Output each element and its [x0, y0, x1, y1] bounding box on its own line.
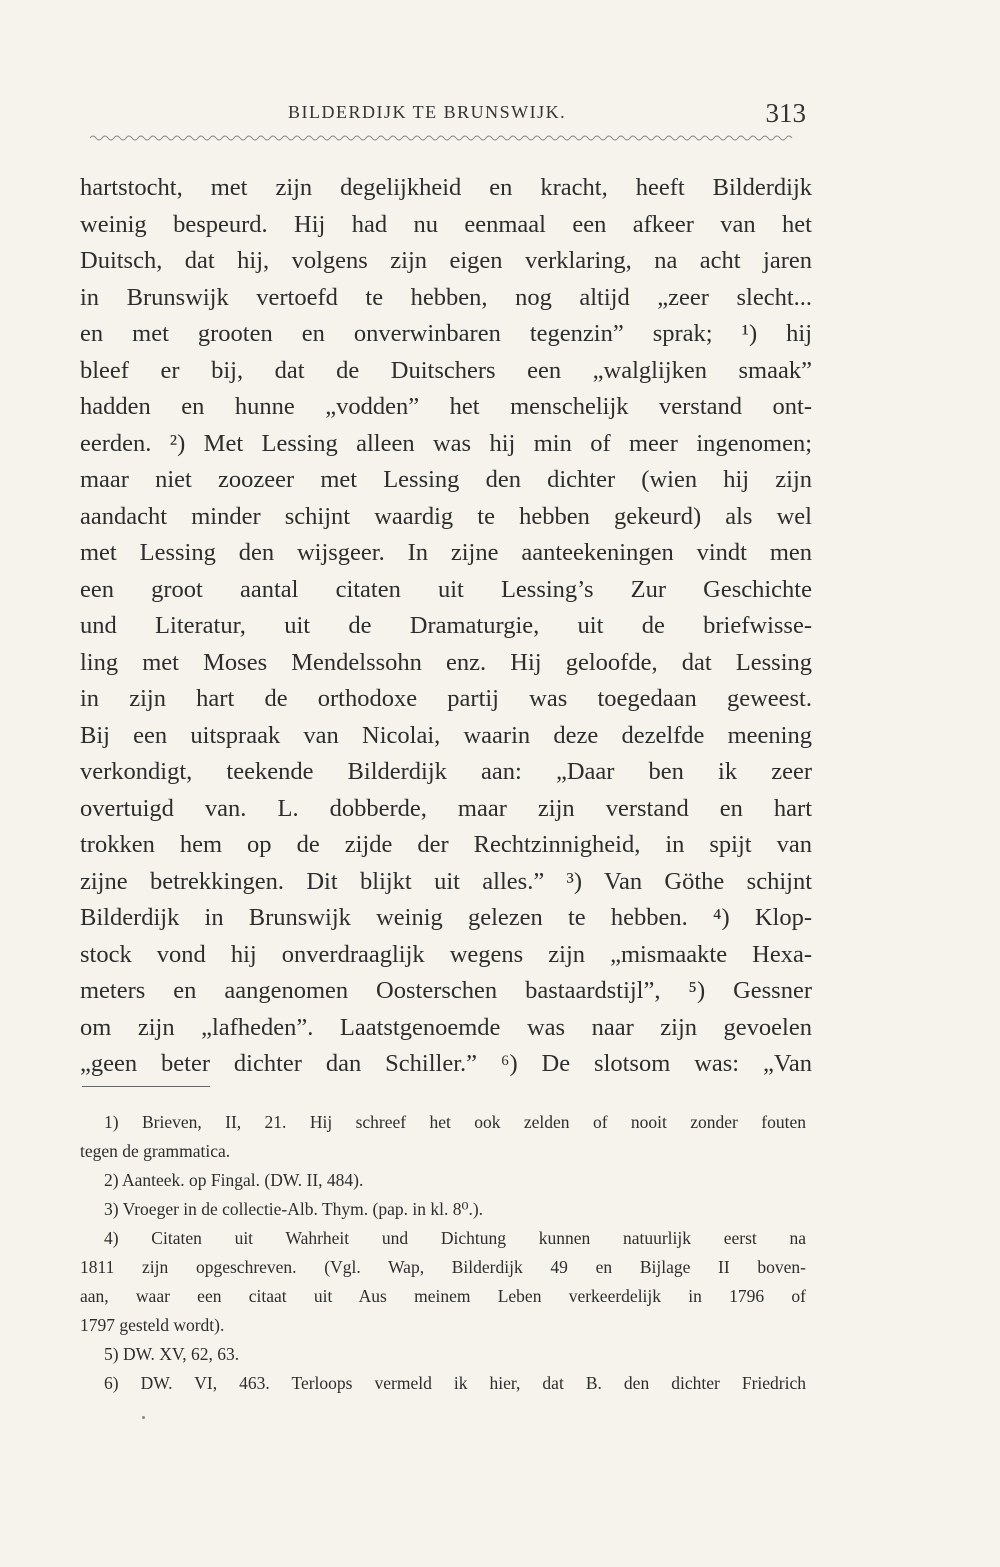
footnote-line: tegen de grammatica.	[80, 1141, 231, 1161]
body-text	[80, 170, 812, 1083]
footnote-separator	[82, 1086, 210, 1087]
body-line: trokken hem op de zijde der Rechtzinnigheid, in spijt van	[80, 831, 812, 858]
body-line: bleef er bij, dat de Duitschers een „walglijken smaak”	[80, 356, 812, 384]
page-number: 313	[765, 98, 806, 128]
body-line: en met grooten en onverwinbaren tegenzin” sprak; ¹) hij	[80, 320, 812, 347]
body-line: Duitsch, dat hij, volgens zijn eigen verklaring, na acht jaren	[80, 247, 812, 274]
body-line: om zijn „lafheden”. Laatstgenoemde was naar zijn gevoelen	[80, 1013, 812, 1041]
body-line: ling met Moses Mendelssohn enz. Hij geloofde, dat Lessing	[80, 648, 812, 676]
body-line: Bij een uitspraak van Nicolai, waarin deze dezelfde meening	[80, 721, 812, 749]
footnote-line: aan, waar een citaat uit Aus meinem Leben verkeerdelijk in 1796 of	[80, 1286, 806, 1306]
body-line: und Literatur, uit de Dramaturgie, uit de briefwisse-	[80, 612, 812, 639]
footnote-line: 2) Aanteek. op Fingal. (DW. II, 484).	[104, 1170, 364, 1190]
body-line: stock vond hij onverdraaglijk wegens zijn „mismaakte Hexa-	[80, 940, 812, 968]
body-line: overtuigd van. L. dobberde, maar zijn verstand en hart	[80, 794, 812, 822]
body-line: een groot aantal citaten uit Lessing’s Zur Geschichte	[80, 575, 812, 603]
body-line: in Brunswijk vertoefd te hebben, nog altijd „zeer slecht...	[80, 283, 812, 311]
footnote-line: 3) Vroeger in de collectie-Alb. Thym. (pap. in kl. 8⁰.).	[104, 1199, 484, 1219]
footnote-line: 1) Brieven, II, 21. Hij schreef het ook zelden of nooit zonder fouten	[104, 1112, 806, 1132]
decorative-wavy-rule	[90, 133, 796, 143]
body-line: verkondigt, teekende Bilderdijk aan: „Daar ben ik zeer	[80, 758, 812, 785]
body-line: „geen beter dichter dan Schiller.” ⁶) De slotsom was: „Van	[80, 1050, 812, 1077]
body-line: eerden. ²) Met Lessing alleen was hij min of meer ingenomen;	[80, 429, 812, 457]
running-header	[80, 100, 806, 132]
footnotes	[80, 1108, 806, 1398]
footnote-line: 6) DW. VI, 463. Terloops vermeld ik hier, dat B. den dichter Friedrich	[104, 1373, 806, 1393]
footnote-line: 1811 zijn opgeschreven. (Vgl. Wap, Bilderdijk 49 en Bijlage II boven-	[80, 1257, 806, 1277]
body-line: met Lessing den wijsgeer. In zijne aanteekeningen vindt men	[80, 539, 812, 566]
body-line: hartstocht, met zijn degelijkheid en kracht, heeft Bilderdijk	[80, 174, 812, 201]
body-line: hadden en hunne „vodden” het menschelijk verstand ont-	[80, 393, 812, 420]
body-line: maar niet zoozeer met Lessing den dichter (wien hij zijn	[80, 466, 812, 493]
footnote-line: 1797 gesteld wordt).	[80, 1315, 225, 1335]
footnote-line: 4) Citaten uit Wahrheit und Dichtung kunnen natuurlijk eerst na	[104, 1228, 806, 1248]
body-line: Bilderdijk in Brunswijk weinig gelezen te hebben. ⁴) Klop-	[80, 904, 812, 931]
running-title: BILDERDIJK TE BRUNSWIJK.	[288, 102, 567, 122]
body-line: meters en aangenomen Oosterschen bastaardstijl”, ⁵) Gessner	[80, 977, 812, 1004]
footnote-line: 5) DW. XV, 62, 63.	[104, 1344, 240, 1364]
body-line: aandacht minder schijnt waardig te hebben gekeurd) als wel	[80, 502, 812, 530]
body-line: weinig bespeurd. Hij had nu eenmaal een afkeer van het	[80, 210, 812, 238]
body-line: zijne betrekkingen. Dit blijkt uit alles.” ³) Van Göthe schijnt	[80, 867, 812, 895]
paper-speck	[142, 1416, 145, 1419]
body-line: in zijn hart de orthodoxe partij was toegedaan geweest.	[80, 685, 812, 712]
